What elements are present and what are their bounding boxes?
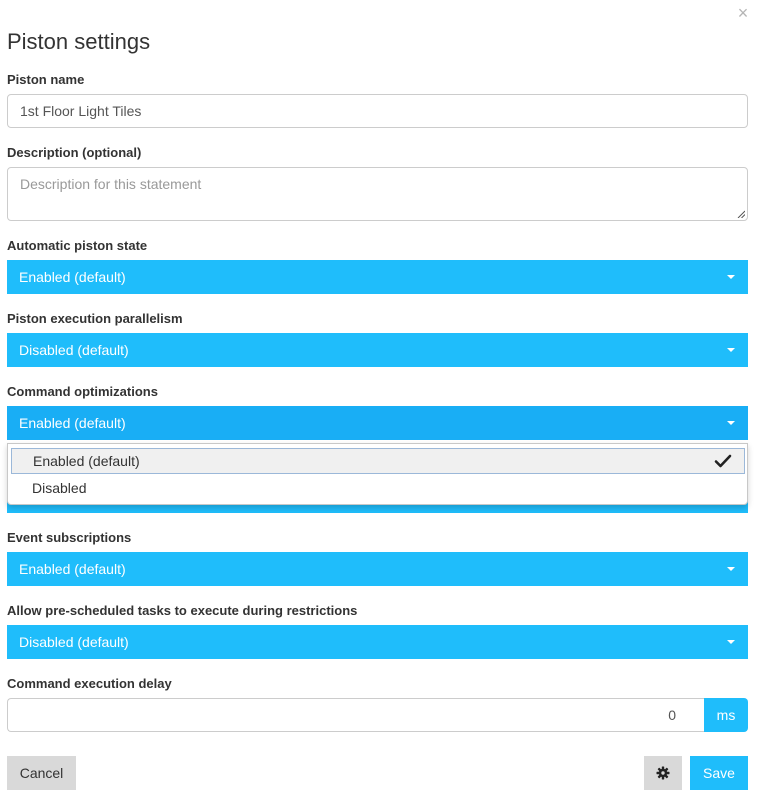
save-button[interactable]: Save bbox=[690, 756, 748, 790]
option-label: Disabled bbox=[32, 480, 87, 496]
piston-name-label: Piston name bbox=[7, 72, 85, 87]
parallelism-value: Disabled (default) bbox=[19, 342, 129, 358]
command-optimizations-label: Command optimizations bbox=[7, 384, 158, 399]
description-label: Description (optional) bbox=[7, 145, 142, 160]
command-optimizations-select[interactable] bbox=[7, 406, 748, 440]
command-optimizations-value: Enabled (default) bbox=[19, 415, 126, 431]
automatic-state-label: Automatic piston state bbox=[7, 238, 148, 253]
description-placeholder: Description for this statement bbox=[20, 176, 202, 192]
parallelism-select[interactable] bbox=[7, 333, 748, 367]
piston-name-input[interactable]: 1st Floor Light Tiles bbox=[7, 94, 748, 128]
prescheduled-tasks-select[interactable] bbox=[7, 625, 748, 659]
description-textarea[interactable] bbox=[7, 167, 748, 221]
cancel-button[interactable]: Cancel bbox=[7, 756, 76, 790]
caret-down-icon bbox=[727, 421, 735, 425]
caret-down-icon bbox=[727, 640, 735, 644]
automatic-state-select[interactable] bbox=[7, 260, 748, 294]
gear-icon bbox=[656, 766, 670, 780]
prescheduled-tasks-label: Allow pre-scheduled tasks to execute during restrictions bbox=[7, 603, 358, 618]
event-subscriptions-select[interactable] bbox=[7, 552, 748, 586]
dropdown-option-enabled[interactable] bbox=[11, 448, 745, 474]
caret-down-icon bbox=[727, 567, 735, 571]
resize-grip-icon[interactable] bbox=[737, 210, 745, 218]
settings-button[interactable] bbox=[644, 756, 682, 790]
event-subscriptions-value: Enabled (default) bbox=[19, 561, 126, 577]
close-icon[interactable]: × bbox=[737, 3, 749, 23]
caret-down-icon bbox=[727, 348, 735, 352]
command-optimizations-dropdown bbox=[7, 443, 748, 505]
option-label: Enabled (default) bbox=[33, 453, 140, 469]
event-subscriptions-label: Event subscriptions bbox=[7, 530, 132, 545]
dialog-title: Piston settings bbox=[7, 29, 151, 54]
prescheduled-tasks-value: Disabled (default) bbox=[19, 634, 129, 650]
caret-down-icon bbox=[727, 275, 735, 279]
execution-delay-input[interactable]: 0 bbox=[7, 698, 704, 732]
automatic-state-value: Enabled (default) bbox=[19, 269, 126, 285]
checkmark-icon bbox=[714, 452, 732, 470]
execution-delay-label: Command execution delay bbox=[7, 676, 172, 691]
execution-delay-unit: ms bbox=[704, 698, 748, 732]
dropdown-option-disabled[interactable] bbox=[11, 475, 745, 501]
parallelism-label: Piston execution parallelism bbox=[7, 311, 183, 326]
